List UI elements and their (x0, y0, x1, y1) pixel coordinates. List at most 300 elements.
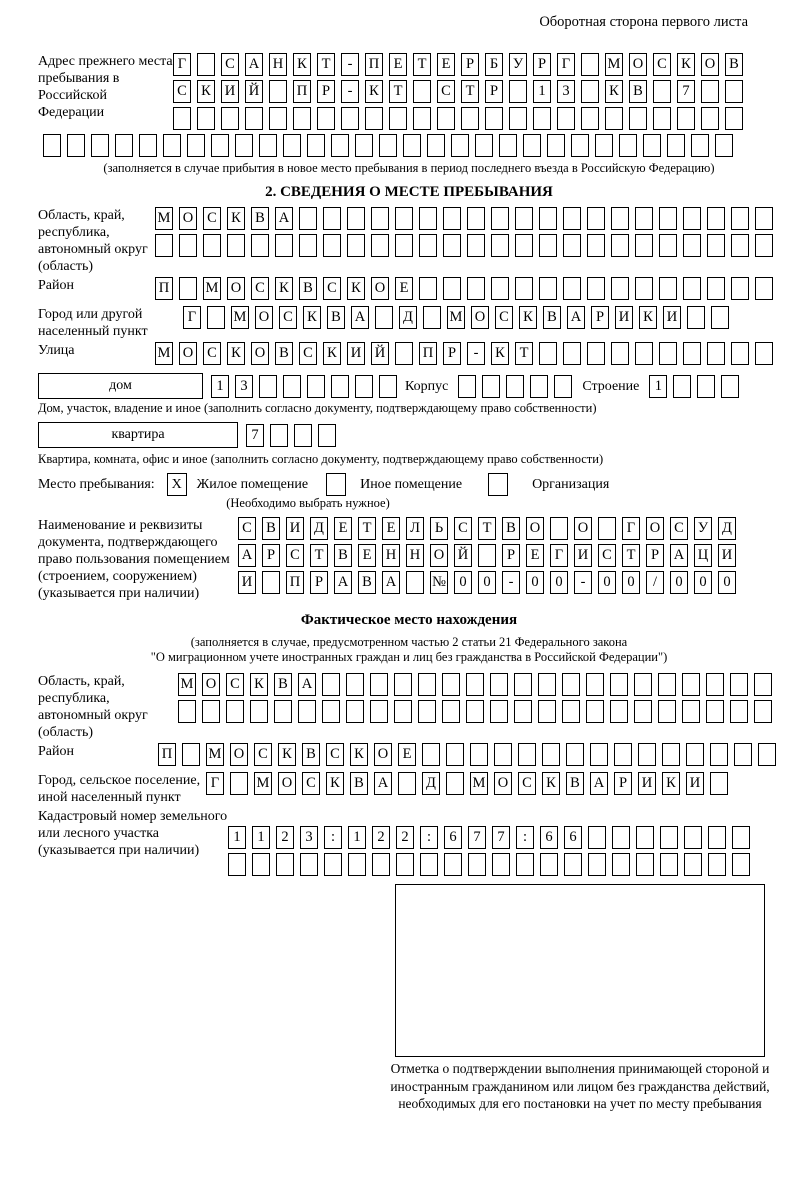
char-box[interactable] (323, 234, 341, 257)
char-box[interactable]: О (430, 544, 448, 567)
char-box[interactable] (446, 743, 464, 766)
char-box[interactable] (294, 424, 312, 447)
char-box[interactable] (731, 277, 749, 300)
char-box[interactable] (394, 700, 412, 723)
char-box[interactable] (610, 673, 628, 696)
char-box[interactable]: С (226, 673, 244, 696)
char-box[interactable]: Т (622, 544, 640, 567)
char-box[interactable] (539, 342, 557, 365)
char-box[interactable]: В (725, 53, 743, 76)
char-box[interactable] (755, 207, 773, 230)
char-box[interactable] (659, 234, 677, 257)
char-box[interactable]: 6 (540, 826, 558, 849)
char-box[interactable] (299, 207, 317, 230)
char-box[interactable] (221, 107, 239, 130)
char-box[interactable] (673, 375, 691, 398)
char-box[interactable]: И (238, 571, 256, 594)
char-box[interactable] (423, 306, 441, 329)
char-box[interactable] (499, 134, 517, 157)
char-box[interactable]: О (371, 277, 389, 300)
char-box[interactable]: С (323, 277, 341, 300)
char-box[interactable] (418, 673, 436, 696)
char-box[interactable] (173, 107, 191, 130)
char-box[interactable] (341, 107, 359, 130)
char-box[interactable]: В (275, 342, 293, 365)
char-box[interactable] (588, 826, 606, 849)
char-box[interactable] (269, 107, 287, 130)
char-box[interactable]: О (179, 342, 197, 365)
char-box[interactable] (211, 134, 229, 157)
char-box[interactable] (550, 517, 568, 540)
char-box[interactable] (197, 107, 215, 130)
char-box[interactable]: Р (317, 80, 335, 103)
char-box[interactable] (708, 853, 726, 876)
char-box[interactable]: М (155, 342, 173, 365)
char-box[interactable] (91, 134, 109, 157)
char-box[interactable]: Г (173, 53, 191, 76)
char-box[interactable]: Е (437, 53, 455, 76)
char-box[interactable] (494, 743, 512, 766)
char-box[interactable]: О (526, 517, 544, 540)
char-box[interactable] (659, 207, 677, 230)
char-box[interactable]: : (516, 826, 534, 849)
char-box[interactable]: 0 (670, 571, 688, 594)
char-box[interactable] (563, 234, 581, 257)
char-box[interactable] (259, 375, 277, 398)
char-box[interactable]: 3 (557, 80, 575, 103)
char-box[interactable] (318, 424, 336, 447)
char-box[interactable] (515, 277, 533, 300)
char-box[interactable] (420, 853, 438, 876)
char-box[interactable] (653, 80, 671, 103)
char-box[interactable]: Р (614, 772, 632, 795)
char-box[interactable]: 1 (252, 826, 270, 849)
char-box[interactable] (395, 342, 413, 365)
char-box[interactable]: № (430, 571, 448, 594)
char-box[interactable] (659, 342, 677, 365)
char-box[interactable] (687, 306, 705, 329)
char-box[interactable]: О (494, 772, 512, 795)
char-box[interactable] (754, 700, 772, 723)
char-box[interactable]: - (341, 53, 359, 76)
char-box[interactable] (322, 673, 340, 696)
char-box[interactable] (372, 853, 390, 876)
char-box[interactable]: А (590, 772, 608, 795)
char-box[interactable] (611, 277, 629, 300)
char-box[interactable]: 1 (348, 826, 366, 849)
char-box[interactable]: С (437, 80, 455, 103)
char-box[interactable] (485, 107, 503, 130)
char-box[interactable] (355, 134, 373, 157)
char-box[interactable]: О (471, 306, 489, 329)
char-box[interactable] (163, 134, 181, 157)
char-box[interactable] (467, 234, 485, 257)
char-box[interactable] (270, 424, 288, 447)
char-box[interactable] (682, 700, 700, 723)
char-box[interactable] (539, 277, 557, 300)
char-box[interactable] (446, 772, 464, 795)
char-box[interactable] (612, 826, 630, 849)
char-box[interactable] (379, 375, 397, 398)
char-box[interactable]: 1 (533, 80, 551, 103)
char-box[interactable] (155, 234, 173, 257)
char-box[interactable]: О (374, 743, 392, 766)
char-box[interactable]: И (286, 517, 304, 540)
char-box[interactable] (562, 700, 580, 723)
char-box[interactable]: Д (718, 517, 736, 540)
checkbox-other-premises[interactable] (326, 473, 346, 496)
char-box[interactable] (346, 673, 364, 696)
char-box[interactable] (470, 743, 488, 766)
char-box[interactable]: Е (382, 517, 400, 540)
char-box[interactable]: М (178, 673, 196, 696)
char-box[interactable] (509, 80, 527, 103)
char-box[interactable] (566, 743, 584, 766)
char-box[interactable]: М (447, 306, 465, 329)
char-box[interactable]: Р (262, 544, 280, 567)
char-box[interactable]: П (293, 80, 311, 103)
char-box[interactable]: П (155, 277, 173, 300)
char-box[interactable] (635, 234, 653, 257)
char-box[interactable]: И (347, 342, 365, 365)
char-box[interactable]: : (420, 826, 438, 849)
char-box[interactable] (697, 375, 715, 398)
char-box[interactable] (758, 743, 776, 766)
char-box[interactable] (614, 743, 632, 766)
char-box[interactable] (586, 673, 604, 696)
char-box[interactable]: В (299, 277, 317, 300)
char-box[interactable]: 6 (564, 826, 582, 849)
char-box[interactable] (634, 673, 652, 696)
char-box[interactable]: Е (334, 517, 352, 540)
char-box[interactable] (539, 207, 557, 230)
char-box[interactable] (395, 207, 413, 230)
char-box[interactable] (300, 853, 318, 876)
char-box[interactable] (269, 80, 287, 103)
char-box[interactable]: С (221, 53, 239, 76)
char-box[interactable] (605, 107, 623, 130)
char-box[interactable]: О (646, 517, 664, 540)
char-box[interactable] (683, 277, 701, 300)
char-box[interactable]: С (173, 80, 191, 103)
char-box[interactable] (347, 207, 365, 230)
char-box[interactable]: 1 (211, 375, 229, 398)
char-box[interactable] (491, 234, 509, 257)
char-box[interactable]: Г (557, 53, 575, 76)
checkbox-residential[interactable]: X (167, 473, 187, 496)
char-box[interactable] (755, 234, 773, 257)
char-box[interactable]: В (251, 207, 269, 230)
char-box[interactable] (635, 207, 653, 230)
char-box[interactable] (706, 700, 724, 723)
char-box[interactable] (754, 673, 772, 696)
char-box[interactable] (443, 234, 461, 257)
char-box[interactable] (586, 700, 604, 723)
char-box[interactable] (398, 772, 416, 795)
char-box[interactable]: С (454, 517, 472, 540)
char-box[interactable]: П (365, 53, 383, 76)
char-box[interactable] (178, 700, 196, 723)
char-box[interactable]: - (467, 342, 485, 365)
char-box[interactable]: Ь (430, 517, 448, 540)
char-box[interactable] (755, 342, 773, 365)
char-box[interactable] (514, 700, 532, 723)
char-box[interactable]: Д (422, 772, 440, 795)
char-box[interactable]: Н (269, 53, 287, 76)
char-box[interactable] (413, 107, 431, 130)
char-box[interactable]: О (202, 673, 220, 696)
char-box[interactable] (478, 544, 496, 567)
char-box[interactable]: С (238, 517, 256, 540)
char-box[interactable] (466, 700, 484, 723)
char-box[interactable] (571, 134, 589, 157)
char-box[interactable]: М (254, 772, 272, 795)
char-box[interactable]: Т (478, 517, 496, 540)
char-box[interactable] (259, 134, 277, 157)
char-box[interactable] (515, 207, 533, 230)
char-box[interactable] (307, 134, 325, 157)
char-box[interactable]: К (347, 277, 365, 300)
char-box[interactable]: 0 (598, 571, 616, 594)
char-box[interactable]: 7 (677, 80, 695, 103)
char-box[interactable]: К (365, 80, 383, 103)
char-box[interactable]: Р (646, 544, 664, 567)
char-box[interactable] (403, 134, 421, 157)
char-box[interactable]: К (227, 342, 245, 365)
char-box[interactable]: 0 (526, 571, 544, 594)
char-box[interactable] (662, 743, 680, 766)
char-box[interactable] (293, 107, 311, 130)
char-box[interactable] (653, 107, 671, 130)
char-box[interactable] (443, 277, 461, 300)
char-box[interactable] (715, 134, 733, 157)
char-box[interactable]: О (227, 277, 245, 300)
char-box[interactable]: 1 (228, 826, 246, 849)
char-box[interactable] (444, 853, 462, 876)
char-box[interactable] (611, 207, 629, 230)
char-box[interactable] (683, 207, 701, 230)
char-box[interactable] (251, 234, 269, 257)
char-box[interactable] (230, 772, 248, 795)
char-box[interactable] (587, 207, 605, 230)
char-box[interactable] (710, 772, 728, 795)
char-box[interactable]: У (509, 53, 527, 76)
char-box[interactable]: А (298, 673, 316, 696)
char-box[interactable] (660, 826, 678, 849)
char-box[interactable]: / (646, 571, 664, 594)
char-box[interactable]: С (495, 306, 513, 329)
char-box[interactable] (207, 306, 225, 329)
char-box[interactable] (396, 853, 414, 876)
char-box[interactable]: О (251, 342, 269, 365)
char-box[interactable] (274, 700, 292, 723)
char-box[interactable] (275, 234, 293, 257)
char-box[interactable]: В (502, 517, 520, 540)
char-box[interactable]: Е (389, 53, 407, 76)
char-box[interactable] (725, 107, 743, 130)
char-box[interactable] (515, 234, 533, 257)
char-box[interactable] (629, 107, 647, 130)
char-box[interactable]: Е (395, 277, 413, 300)
char-box[interactable] (731, 342, 749, 365)
char-box[interactable]: С (203, 207, 221, 230)
char-box[interactable] (451, 134, 469, 157)
char-box[interactable] (635, 277, 653, 300)
char-box[interactable] (347, 234, 365, 257)
char-box[interactable]: В (274, 673, 292, 696)
char-box[interactable]: К (197, 80, 215, 103)
char-box[interactable] (182, 743, 200, 766)
char-box[interactable] (683, 234, 701, 257)
char-box[interactable] (530, 375, 548, 398)
char-box[interactable]: Е (526, 544, 544, 567)
char-box[interactable] (331, 134, 349, 157)
char-box[interactable] (197, 53, 215, 76)
char-box[interactable] (562, 673, 580, 696)
char-box[interactable] (638, 743, 656, 766)
char-box[interactable]: К (227, 207, 245, 230)
char-box[interactable] (245, 107, 263, 130)
char-box[interactable]: Л (406, 517, 424, 540)
char-box[interactable] (331, 375, 349, 398)
char-box[interactable]: К (605, 80, 623, 103)
char-box[interactable]: М (605, 53, 623, 76)
char-box[interactable] (563, 277, 581, 300)
char-box[interactable] (370, 673, 388, 696)
char-box[interactable]: Т (413, 53, 431, 76)
char-box[interactable] (490, 700, 508, 723)
char-box[interactable] (557, 107, 575, 130)
char-box[interactable] (395, 234, 413, 257)
char-box[interactable]: 2 (396, 826, 414, 849)
char-box[interactable] (202, 700, 220, 723)
char-box[interactable] (262, 571, 280, 594)
char-box[interactable]: В (262, 517, 280, 540)
char-box[interactable] (659, 277, 677, 300)
char-box[interactable]: Г (622, 517, 640, 540)
char-box[interactable] (317, 107, 335, 130)
char-box[interactable] (581, 80, 599, 103)
char-box[interactable] (540, 853, 558, 876)
char-box[interactable]: И (686, 772, 704, 795)
char-box[interactable]: О (701, 53, 719, 76)
char-box[interactable] (732, 826, 750, 849)
char-box[interactable]: М (470, 772, 488, 795)
char-box[interactable]: А (382, 571, 400, 594)
char-box[interactable] (707, 277, 725, 300)
char-box[interactable] (554, 375, 572, 398)
char-box[interactable]: И (718, 544, 736, 567)
char-box[interactable]: И (574, 544, 592, 567)
char-box[interactable] (67, 134, 85, 157)
char-box[interactable] (139, 134, 157, 157)
char-box[interactable]: Р (591, 306, 609, 329)
char-box[interactable] (564, 853, 582, 876)
char-box[interactable]: Н (406, 544, 424, 567)
char-box[interactable]: 1 (649, 375, 667, 398)
char-box[interactable] (370, 700, 388, 723)
char-box[interactable] (731, 207, 749, 230)
char-box[interactable]: 0 (454, 571, 472, 594)
char-box[interactable]: К (542, 772, 560, 795)
char-box[interactable] (587, 277, 605, 300)
char-box[interactable]: Н (382, 544, 400, 567)
char-box[interactable] (492, 853, 510, 876)
char-box[interactable]: К (278, 743, 296, 766)
char-box[interactable] (611, 234, 629, 257)
char-box[interactable] (379, 134, 397, 157)
char-box[interactable] (458, 375, 476, 398)
char-box[interactable] (467, 277, 485, 300)
char-box[interactable]: С (653, 53, 671, 76)
char-box[interactable] (686, 743, 704, 766)
char-box[interactable]: С (203, 342, 221, 365)
char-box[interactable] (581, 107, 599, 130)
char-box[interactable] (323, 207, 341, 230)
char-box[interactable] (598, 517, 616, 540)
char-box[interactable] (563, 342, 581, 365)
char-box[interactable]: Р (485, 80, 503, 103)
char-box[interactable] (419, 207, 437, 230)
char-box[interactable] (731, 234, 749, 257)
char-box[interactable] (518, 743, 536, 766)
char-box[interactable]: С (670, 517, 688, 540)
char-box[interactable]: Т (515, 342, 533, 365)
char-box[interactable]: 0 (622, 571, 640, 594)
char-box[interactable] (226, 700, 244, 723)
char-box[interactable] (371, 234, 389, 257)
char-box[interactable] (365, 107, 383, 130)
char-box[interactable] (636, 853, 654, 876)
char-box[interactable]: И (615, 306, 633, 329)
char-box[interactable] (43, 134, 61, 157)
char-box[interactable] (701, 80, 719, 103)
char-box[interactable]: Т (358, 517, 376, 540)
char-box[interactable]: 6 (444, 826, 462, 849)
char-box[interactable] (250, 700, 268, 723)
char-box[interactable] (732, 853, 750, 876)
char-box[interactable]: Е (398, 743, 416, 766)
char-box[interactable] (539, 234, 557, 257)
char-box[interactable]: В (327, 306, 345, 329)
char-box[interactable] (691, 134, 709, 157)
char-box[interactable] (228, 853, 246, 876)
char-box[interactable]: Г (206, 772, 224, 795)
char-box[interactable]: 0 (478, 571, 496, 594)
char-box[interactable]: Т (317, 53, 335, 76)
char-box[interactable]: 2 (276, 826, 294, 849)
char-box[interactable] (371, 207, 389, 230)
char-box[interactable] (610, 700, 628, 723)
char-box[interactable]: 0 (550, 571, 568, 594)
char-box[interactable]: В (334, 544, 352, 567)
char-box[interactable]: О (255, 306, 273, 329)
char-box[interactable]: О (278, 772, 296, 795)
char-box[interactable] (612, 853, 630, 876)
char-box[interactable] (179, 277, 197, 300)
char-box[interactable] (283, 375, 301, 398)
char-box[interactable] (307, 375, 325, 398)
char-box[interactable]: Г (550, 544, 568, 567)
char-box[interactable] (468, 853, 486, 876)
char-box[interactable] (482, 375, 500, 398)
char-box[interactable] (443, 207, 461, 230)
char-box[interactable] (418, 700, 436, 723)
char-box[interactable]: Й (245, 80, 263, 103)
char-box[interactable]: В (543, 306, 561, 329)
char-box[interactable] (730, 673, 748, 696)
char-box[interactable]: П (158, 743, 176, 766)
